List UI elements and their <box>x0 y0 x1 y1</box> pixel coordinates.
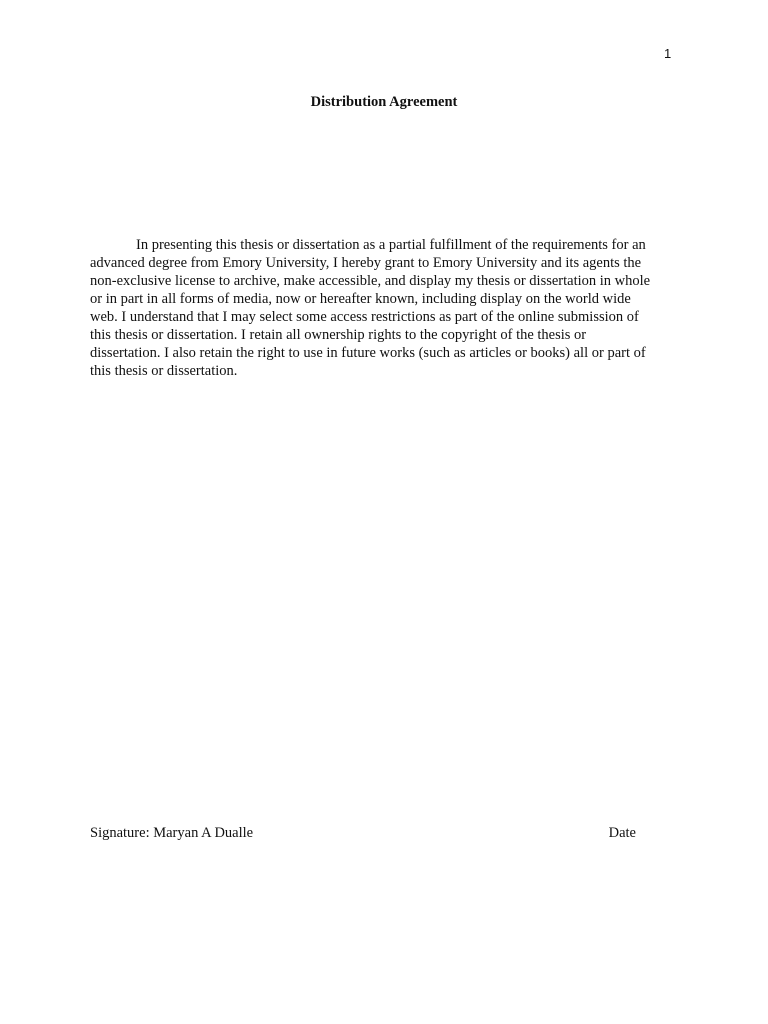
paragraph-line: this thesis or dissertation. <box>90 363 238 379</box>
document-title: Distribution Agreement <box>310 94 458 110</box>
paragraph-line: non-exclusive license to archive, make accessible, and display my thesis or dissertation in whole <box>90 273 651 289</box>
paragraph-line: advanced degree from Emory University, I hereby grant to Emory University and its agents the <box>90 255 642 271</box>
signature-label: Signature: Maryan A Dualle <box>90 825 254 841</box>
date-label: Date <box>608 825 636 841</box>
paragraph-line: In presenting this thesis or dissertation as a partial fulfillment of the requirements for an <box>136 237 646 253</box>
page-number: 1 <box>664 46 672 61</box>
agreement-paragraph <box>90 236 680 380</box>
paragraph-line: or in part in all forms of media, now or hereafter known, including display on the world wide <box>90 291 631 307</box>
paragraph-line: dissertation. I also retain the right to use in future works (such as articles or books) all or part of <box>90 345 646 361</box>
paragraph-line: web. I understand that I may select some access restrictions as part of the online submission of <box>90 309 639 325</box>
paragraph-line: this thesis or dissertation. I retain all ownership rights to the copyright of the thesis or <box>90 327 587 343</box>
